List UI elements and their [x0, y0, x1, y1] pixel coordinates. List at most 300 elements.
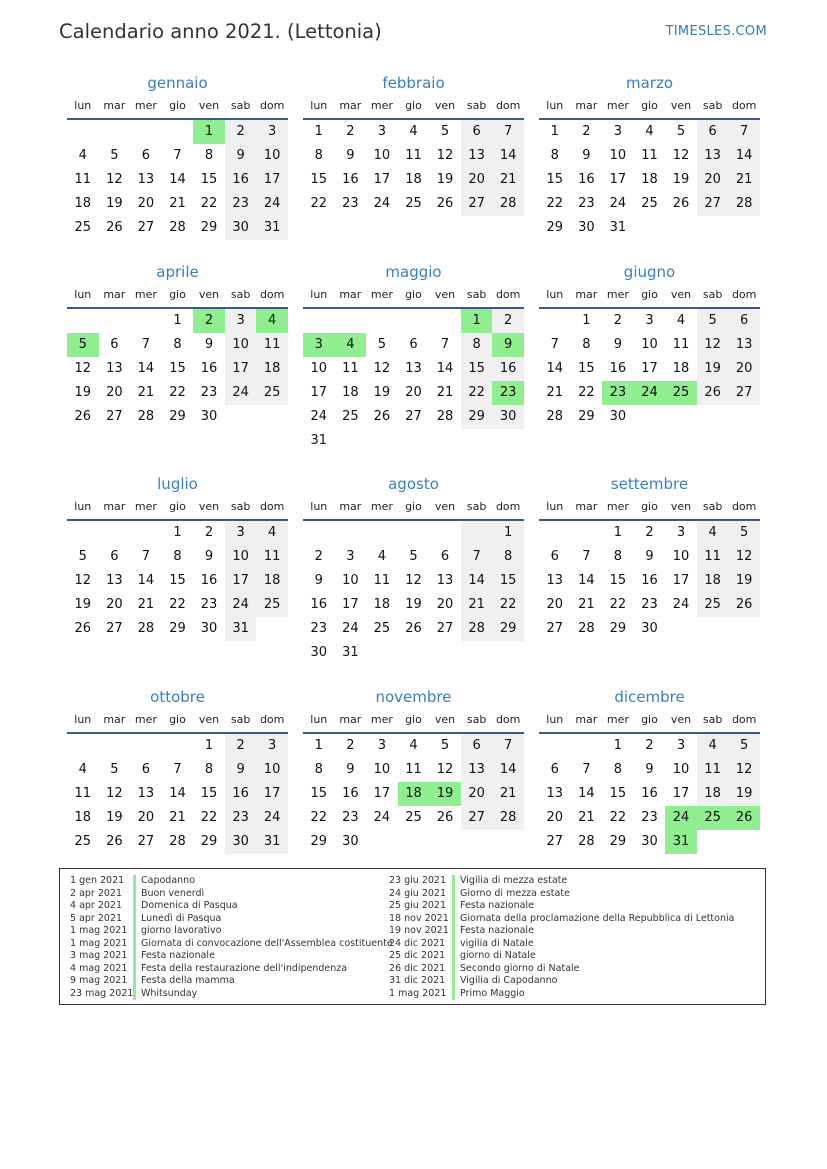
day-cell: 17	[256, 168, 288, 192]
legend-marker	[452, 975, 455, 988]
day-cell: 19	[728, 569, 760, 593]
day-cell: 11	[641, 148, 658, 163]
day-cell: 4	[409, 124, 418, 139]
day-cell: 20	[137, 810, 155, 825]
legend-date: 1 gen 2021	[70, 875, 125, 886]
day-grid	[67, 734, 288, 854]
weekday-label: mar	[339, 500, 362, 513]
day-cell: 14	[169, 172, 186, 187]
empty-day-cell	[366, 521, 398, 545]
day-cell: 4	[697, 521, 729, 545]
day-cell: 30	[225, 216, 257, 240]
weekday-label: sab	[230, 99, 251, 112]
legend-row	[70, 925, 393, 938]
weekday-label: mar	[103, 713, 126, 726]
legend-marker	[133, 925, 136, 938]
month-ottobre	[67, 686, 288, 854]
legend-row	[389, 888, 734, 901]
weekday-label: mar	[339, 99, 362, 112]
weekday-label: dom	[259, 713, 285, 726]
legend-marker	[452, 925, 455, 938]
day-cell: 15	[609, 786, 627, 801]
weekday-label: ven	[198, 288, 220, 301]
day-cell: 2	[492, 309, 524, 333]
empty-day-cell	[67, 521, 99, 545]
legend-date: 19 nov 2021	[389, 925, 449, 936]
day-cell: 17	[373, 172, 391, 187]
day-cell: 26	[728, 593, 760, 617]
legend-marker	[452, 963, 455, 976]
legend-holiday-name: Festa nazionale	[460, 925, 534, 936]
legend-date: 26 dic 2021	[389, 962, 446, 974]
day-cell: 25	[74, 834, 92, 849]
empty-day-cell	[335, 521, 367, 545]
day-cell: 16	[641, 786, 658, 801]
month-name: maggio	[385, 263, 442, 281]
day-cell: 22	[492, 593, 524, 617]
day-cell: 4	[256, 521, 288, 545]
holiday-day-cell: 24	[665, 806, 697, 830]
holiday-day-cell: 9	[492, 333, 524, 357]
day-cell: 23	[342, 810, 359, 825]
day-cell: 30	[609, 409, 627, 424]
day-cell: 18	[256, 569, 288, 593]
weekday-label: lun	[74, 500, 92, 513]
day-cell: 20	[436, 597, 454, 612]
page-title: Calendario anno 2021. (Lettonia)	[59, 20, 382, 43]
weekday-label: ven	[670, 713, 692, 726]
day-cell: 2	[613, 313, 623, 328]
day-cell: 8	[204, 148, 214, 163]
holiday-day-cell: 4	[256, 309, 288, 333]
holiday-day-cell: 4	[335, 333, 367, 357]
day-cell: 14	[492, 758, 524, 782]
day-cell: 13	[697, 144, 729, 168]
empty-day-cell	[461, 521, 493, 545]
day-cell: 27	[546, 834, 564, 849]
holiday-day-cell: 1	[461, 309, 493, 333]
weekday-label: ven	[434, 288, 456, 301]
weekday-label: sab	[466, 99, 487, 112]
day-cell: 11	[405, 148, 422, 163]
day-cell: 22	[310, 810, 328, 825]
weekday-label: ven	[198, 500, 220, 513]
day-cell: 16	[310, 597, 328, 612]
day-cell: 29	[169, 409, 186, 424]
day-cell: 12	[74, 573, 92, 588]
holiday-day-cell: 2	[193, 309, 225, 333]
day-cell: 20	[546, 597, 564, 612]
holiday-legend	[59, 868, 766, 1005]
weekday-label: lun	[310, 288, 328, 301]
day-cell: 5	[697, 309, 729, 333]
day-cell: 5	[110, 148, 119, 163]
day-cell: 20	[405, 385, 422, 400]
day-cell: 22	[310, 196, 328, 211]
day-cell: 15	[310, 786, 328, 801]
day-cell: 13	[461, 758, 493, 782]
brand-logo-text[interactable]: TIMESLES.COM	[665, 24, 767, 39]
day-cell: 16	[225, 782, 257, 806]
day-cell: 9	[225, 758, 257, 782]
day-cell: 26	[74, 621, 92, 636]
day-cell: 27	[461, 806, 493, 830]
day-cell: 5	[728, 521, 760, 545]
weekday-label: lun	[546, 288, 564, 301]
day-cell: 16	[578, 172, 595, 187]
day-cell: 17	[342, 597, 359, 612]
day-cell: 23	[578, 196, 595, 211]
day-cell: 15	[578, 361, 595, 376]
day-cell: 28	[546, 409, 564, 424]
weekday-label: sab	[702, 99, 723, 112]
day-cell: 17	[225, 357, 257, 381]
day-cell: 16	[225, 168, 257, 192]
weekday-label: sab	[466, 500, 487, 513]
day-cell: 30	[200, 621, 218, 636]
legend-column-right	[389, 875, 734, 1000]
weekday-label: mer	[606, 713, 629, 726]
weekday-label: mer	[370, 713, 393, 726]
day-cell: 15	[200, 786, 218, 801]
month-name: giugno	[623, 263, 676, 281]
legend-date: 3 mag 2021	[70, 950, 128, 961]
day-cell: 25	[342, 409, 359, 424]
weekday-header	[67, 285, 288, 309]
day-cell: 1	[173, 525, 182, 540]
weekday-label: sab	[230, 713, 251, 726]
day-grid	[303, 734, 524, 854]
day-cell: 13	[106, 361, 123, 376]
day-cell: 7	[440, 337, 450, 352]
legend-date: 31 dic 2021	[389, 975, 446, 986]
day-cell: 6	[550, 549, 559, 564]
legend-marker	[452, 875, 455, 888]
day-cell: 1	[492, 521, 524, 545]
legend-row	[70, 963, 393, 976]
weekday-label: dom	[731, 500, 757, 513]
weekday-label: ven	[670, 500, 692, 513]
day-cell: 21	[169, 196, 186, 211]
day-cell: 26	[106, 220, 123, 235]
day-cell: 12	[405, 573, 422, 588]
weekday-label: mar	[575, 99, 598, 112]
legend-date: 25 giu 2021	[389, 900, 446, 911]
legend-column-left	[70, 875, 393, 1000]
day-cell: 19	[74, 597, 92, 612]
day-cell: 14	[461, 569, 493, 593]
day-cell: 18	[373, 597, 391, 612]
day-cell: 12	[106, 786, 123, 801]
month-agosto	[303, 473, 524, 665]
day-cell: 27	[436, 621, 454, 636]
day-cell: 12	[728, 545, 760, 569]
weekday-label: dom	[495, 713, 521, 726]
day-cell: 21	[169, 810, 186, 825]
legend-holiday-name: Festa nazionale	[460, 900, 534, 911]
legend-holiday-name: Domenica di Pasqua	[141, 900, 238, 911]
day-cell: 28	[578, 621, 595, 636]
day-cell: 6	[461, 734, 493, 758]
day-cell: 8	[550, 148, 559, 163]
weekday-label: mer	[606, 288, 629, 301]
legend-row	[70, 950, 393, 963]
weekday-label: sab	[466, 288, 487, 301]
day-cell: 6	[461, 120, 493, 144]
weekday-header	[67, 96, 288, 120]
weekday-label: dom	[259, 288, 285, 301]
day-cell: 22	[461, 381, 493, 405]
day-cell: 18	[672, 361, 690, 376]
weekday-label: mer	[606, 99, 629, 112]
weekday-label: lun	[74, 99, 92, 112]
month-name: novembre	[375, 688, 452, 706]
day-cell: 10	[609, 148, 627, 163]
day-cell: 25	[256, 381, 288, 405]
day-grid	[303, 309, 524, 453]
day-cell: 2	[645, 525, 654, 540]
month-name: agosto	[388, 475, 439, 493]
day-cell: 16	[200, 573, 218, 588]
legend-date: 24 dic 2021	[389, 937, 446, 949]
day-cell: 26	[697, 381, 729, 405]
month-giugno	[539, 261, 760, 429]
weekday-label: lun	[546, 99, 564, 112]
day-cell: 20	[546, 810, 564, 825]
day-cell: 28	[137, 409, 155, 424]
day-cell: 14	[492, 144, 524, 168]
month-name: febbraio	[382, 74, 445, 92]
legend-holiday-name: Vigilia di mezza estate	[460, 875, 568, 886]
day-cell: 22	[609, 810, 627, 825]
day-cell: 31	[342, 645, 359, 660]
weekday-label: ven	[670, 99, 692, 112]
month-name: dicembre	[614, 688, 685, 706]
day-cell: 5	[676, 124, 686, 139]
empty-day-cell	[162, 120, 194, 144]
legend-date: 1 mag 2021	[70, 925, 128, 936]
weekday-label: gio	[405, 500, 422, 513]
day-cell: 28	[728, 192, 760, 216]
day-cell: 13	[106, 573, 123, 588]
legend-holiday-name: Buon venerdì	[141, 887, 205, 899]
day-cell: 4	[676, 313, 686, 328]
weekday-header	[539, 497, 760, 521]
empty-day-cell	[162, 734, 194, 758]
day-cell: 18	[74, 810, 92, 825]
weekday-label: sab	[466, 713, 487, 726]
weekday-header	[539, 710, 760, 734]
empty-day-cell	[429, 309, 461, 333]
day-cell: 1	[204, 738, 214, 753]
holiday-day-cell: 23	[602, 381, 634, 405]
day-cell: 11	[256, 333, 288, 357]
day-cell: 19	[436, 172, 454, 187]
day-cell: 31	[310, 433, 328, 448]
day-cell: 8	[173, 337, 182, 352]
day-cell: 30	[200, 409, 218, 424]
month-dicembre	[539, 686, 760, 854]
day-cell: 28	[492, 806, 524, 830]
day-cell: 19	[373, 385, 391, 400]
legend-row	[389, 950, 734, 963]
legend-date: 24 giu 2021	[389, 887, 446, 899]
month-aprile	[67, 261, 288, 429]
day-cell: 25	[405, 196, 422, 211]
day-cell: 4	[409, 738, 418, 753]
legend-marker	[133, 900, 136, 913]
day-cell: 12	[106, 172, 123, 187]
weekday-label: dom	[259, 500, 285, 513]
day-cell: 4	[697, 734, 729, 758]
day-cell: 22	[609, 597, 627, 612]
day-cell: 18	[697, 782, 729, 806]
day-cell: 22	[546, 196, 564, 211]
day-cell: 7	[492, 120, 524, 144]
weekday-label: mar	[575, 288, 598, 301]
day-cell: 24	[256, 806, 288, 830]
weekday-label: mar	[575, 500, 598, 513]
holiday-day-cell: 23	[492, 381, 524, 405]
day-cell: 8	[204, 762, 214, 777]
day-cell: 26	[436, 196, 454, 211]
day-cell: 14	[728, 144, 760, 168]
day-cell: 7	[173, 148, 182, 163]
day-cell: 1	[314, 124, 323, 139]
month-marzo	[539, 72, 760, 240]
day-grid	[539, 521, 760, 641]
day-cell: 3	[256, 734, 288, 758]
weekday-label: lun	[546, 500, 564, 513]
legend-row	[389, 938, 734, 951]
day-cell: 25	[373, 621, 391, 636]
day-cell: 2	[225, 734, 257, 758]
weekday-label: gio	[169, 288, 186, 301]
day-cell: 20	[137, 196, 155, 211]
day-cell: 14	[137, 361, 155, 376]
legend-holiday-name: giorno lavorativo	[141, 925, 222, 936]
legend-date: 4 mag 2021	[70, 962, 128, 974]
day-cell: 15	[169, 573, 186, 588]
day-cell: 5	[440, 738, 450, 753]
day-cell: 1	[550, 124, 559, 139]
day-cell: 9	[204, 337, 214, 352]
day-cell: 9	[346, 148, 355, 163]
day-cell: 14	[436, 361, 454, 376]
day-cell: 18	[641, 172, 658, 187]
weekday-label: gio	[169, 713, 186, 726]
weekday-label: gio	[169, 99, 186, 112]
day-cell: 6	[728, 309, 760, 333]
day-cell: 15	[492, 569, 524, 593]
day-cell: 6	[440, 549, 450, 564]
day-cell: 30	[310, 645, 328, 660]
day-cell: 30	[578, 220, 595, 235]
day-cell: 27	[546, 621, 564, 636]
legend-row	[70, 938, 393, 951]
day-cell: 19	[106, 810, 123, 825]
day-cell: 21	[436, 385, 454, 400]
empty-day-cell	[67, 309, 99, 333]
day-cell: 11	[697, 545, 729, 569]
day-cell: 12	[728, 758, 760, 782]
day-cell: 21	[492, 168, 524, 192]
weekday-label: mer	[606, 500, 629, 513]
legend-marker	[133, 888, 136, 901]
day-cell: 11	[74, 172, 92, 187]
legend-marker	[452, 938, 455, 951]
day-cell: 7	[582, 549, 591, 564]
month-name: gennaio	[147, 74, 208, 92]
day-cell: 6	[141, 762, 151, 777]
day-cell: 11	[405, 762, 422, 777]
day-cell: 25	[697, 593, 729, 617]
day-cell: 4	[377, 549, 387, 564]
empty-day-cell	[67, 120, 99, 144]
day-cell: 31	[256, 830, 288, 854]
day-cell: 17	[672, 573, 690, 588]
legend-marker	[452, 950, 455, 963]
legend-date: 5 apr 2021	[70, 912, 123, 924]
day-cell: 29	[578, 409, 595, 424]
weekday-header	[303, 285, 524, 309]
weekday-label: lun	[310, 713, 328, 726]
legend-row	[70, 875, 393, 888]
empty-day-cell	[429, 521, 461, 545]
day-cell: 8	[461, 333, 493, 357]
weekday-label: mer	[370, 500, 393, 513]
day-cell: 16	[342, 172, 359, 187]
legend-row	[389, 988, 734, 1001]
day-cell: 23	[641, 810, 658, 825]
day-cell: 11	[697, 758, 729, 782]
day-cell: 5	[409, 549, 418, 564]
day-cell: 10	[373, 148, 391, 163]
legend-date: 18 nov 2021	[389, 912, 449, 924]
day-cell: 3	[225, 309, 257, 333]
day-cell: 28	[137, 621, 155, 636]
day-cell: 25	[641, 196, 658, 211]
day-cell: 13	[461, 144, 493, 168]
day-cell: 6	[141, 148, 151, 163]
day-cell: 2	[645, 738, 654, 753]
day-cell: 30	[492, 405, 524, 429]
day-cell: 10	[342, 573, 359, 588]
day-cell: 17	[225, 569, 257, 593]
empty-day-cell	[335, 309, 367, 333]
weekday-header	[303, 710, 524, 734]
day-cell: 11	[373, 573, 391, 588]
month-name: aprile	[156, 263, 199, 281]
day-cell: 19	[74, 385, 92, 400]
day-cell: 15	[310, 172, 328, 187]
day-cell: 10	[310, 361, 328, 376]
day-cell: 11	[672, 337, 690, 352]
month-febbraio	[303, 72, 524, 216]
day-cell: 18	[405, 172, 422, 187]
day-cell: 9	[314, 573, 323, 588]
day-cell: 10	[672, 762, 690, 777]
day-cell: 9	[346, 762, 355, 777]
day-cell: 11	[342, 361, 359, 376]
day-cell: 12	[436, 762, 454, 777]
day-cell: 8	[173, 549, 182, 564]
holiday-day-cell: 24	[634, 381, 666, 405]
day-grid	[67, 521, 288, 641]
day-cell: 10	[641, 337, 658, 352]
day-cell: 26	[373, 409, 391, 424]
day-cell: 23	[225, 192, 257, 216]
